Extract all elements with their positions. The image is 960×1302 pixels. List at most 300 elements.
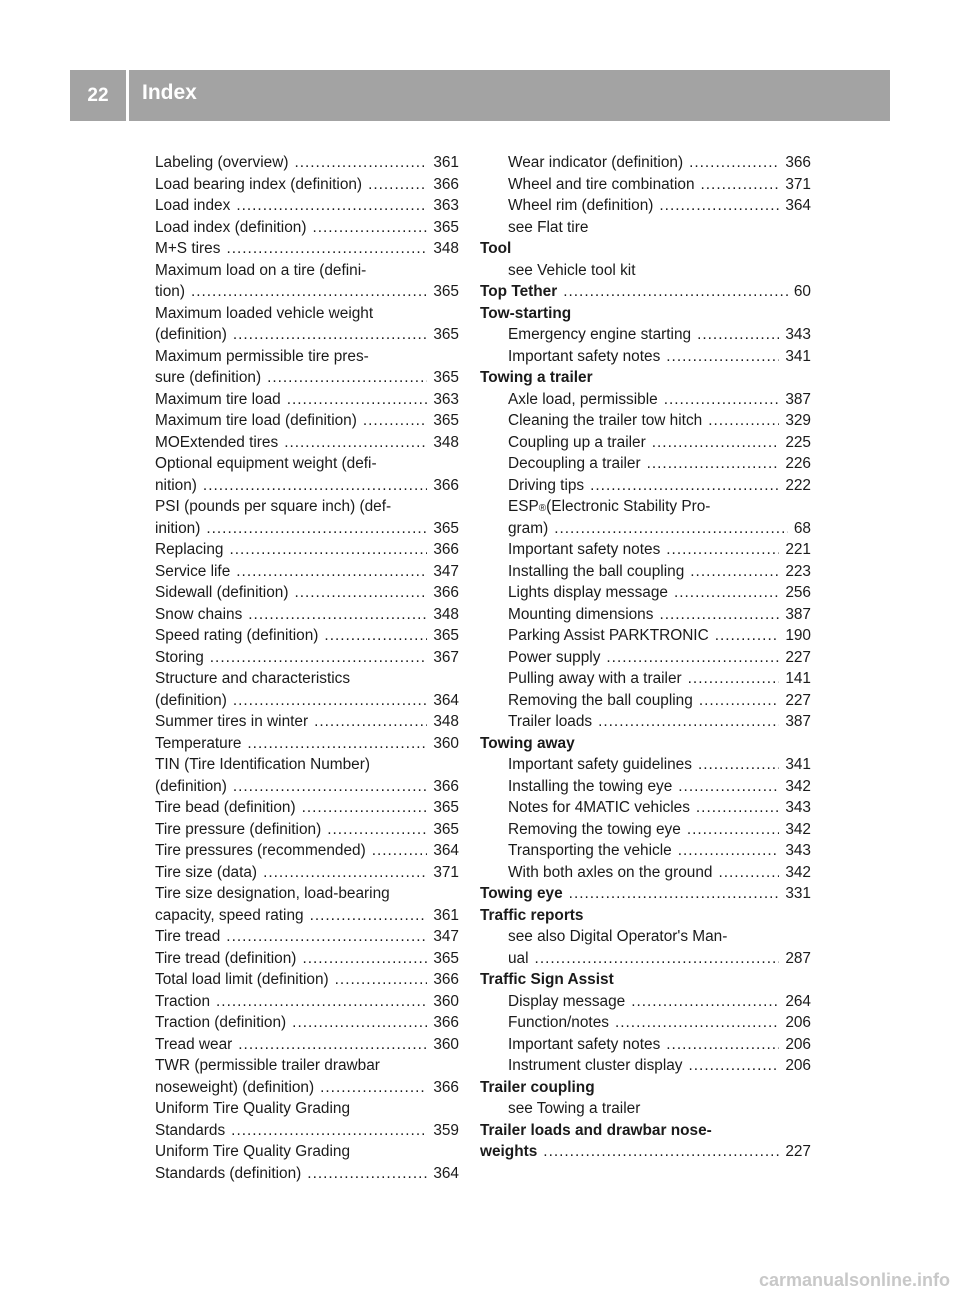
entry-label: Transporting the vehicle xyxy=(508,842,672,859)
entry-label: Labeling (overview) xyxy=(155,154,289,171)
entry-label: Uniform Tire Quality Grading xyxy=(155,1100,351,1117)
entry-label: Sidewall (definition) xyxy=(155,584,289,601)
entry-label: Standards xyxy=(155,1121,226,1139)
index-entry xyxy=(155,733,459,755)
index-entry xyxy=(155,948,459,970)
entry-label: Trailer loads and drawbar nose- xyxy=(480,1121,712,1139)
entry-label: Lights display message xyxy=(508,584,668,601)
entry-label: noseweight) (definition) xyxy=(155,1078,315,1096)
leader-dots xyxy=(312,217,427,239)
entry-label: Traffic Sign Assist xyxy=(480,971,614,988)
entry-label: Power supply xyxy=(508,648,601,666)
page-reference: 365 xyxy=(433,412,459,429)
page-reference: 365 xyxy=(433,820,459,838)
page-reference: 287 xyxy=(785,949,811,967)
page-reference: 371 xyxy=(433,863,459,881)
index-heading xyxy=(480,281,811,303)
leader-dots xyxy=(598,711,779,733)
entry-label: Cleaning the trailer tow hitch xyxy=(508,412,703,429)
leader-dots xyxy=(324,625,427,647)
page-reference: 348 xyxy=(433,240,459,257)
entry-label: Notes for 4MATIC vehicles xyxy=(508,799,690,816)
entry-label: Towing away xyxy=(480,734,575,752)
leader-dots xyxy=(696,797,779,819)
index-column-left xyxy=(155,152,459,1184)
index-entry xyxy=(480,195,811,217)
entry-label: TWR (permissible trailer drawbar xyxy=(155,1057,380,1074)
index-entry xyxy=(155,346,459,368)
leader-dots xyxy=(231,1120,427,1142)
leader-dots xyxy=(678,840,780,862)
page-reference: 365 xyxy=(433,283,459,300)
index-heading xyxy=(480,733,811,755)
leader-dots xyxy=(666,1034,779,1056)
index-entry xyxy=(480,260,811,282)
entry-label: Traction (definition) xyxy=(155,1014,287,1031)
page-reference: 364 xyxy=(433,842,459,859)
page-reference: 225 xyxy=(785,433,811,451)
page-reference: 342 xyxy=(785,863,811,881)
entry-label: Maximum permissible tire pres- xyxy=(155,347,369,365)
entry-label: (definition) xyxy=(155,326,227,343)
entry-label: Traffic reports xyxy=(480,906,584,924)
index-heading xyxy=(480,883,811,905)
entry-label: Installing the towing eye xyxy=(508,777,673,795)
entry-label: nition) xyxy=(155,476,197,494)
page-reference: 341 xyxy=(785,756,811,773)
page-reference: 329 xyxy=(785,412,811,429)
page-reference: 347 xyxy=(433,928,459,945)
page-reference: 223 xyxy=(785,562,811,580)
leader-dots xyxy=(688,668,780,690)
entry-label: sure (definition) xyxy=(155,369,262,386)
page-reference: 366 xyxy=(433,476,459,494)
leader-dots xyxy=(310,905,428,927)
entry-label: Tire bead (definition) xyxy=(155,799,296,816)
index-entry xyxy=(480,1055,811,1077)
index-entry xyxy=(155,453,459,475)
entry-label: Important safety guidelines xyxy=(508,756,692,773)
page-reference: 365 xyxy=(433,627,459,644)
entry-label: Removing the towing eye xyxy=(508,820,681,838)
page-reference: 141 xyxy=(785,670,811,687)
leader-dots xyxy=(287,389,428,411)
entry-label: Coupling up a trailer xyxy=(508,433,646,451)
index-entry xyxy=(480,152,811,174)
leader-dots xyxy=(687,819,779,841)
entry-label: Removing the ball coupling xyxy=(508,691,693,709)
leader-dots xyxy=(216,991,427,1013)
leader-dots xyxy=(715,625,780,647)
page-reference: 348 xyxy=(433,713,459,730)
index-entry xyxy=(480,991,811,1013)
index-entry xyxy=(155,561,459,583)
leader-dots xyxy=(647,453,780,475)
index-heading xyxy=(480,367,811,389)
entry-label: With both axles on the ground xyxy=(508,863,713,881)
entry-label: Tire size (data) xyxy=(155,863,258,881)
leader-dots xyxy=(335,969,428,991)
leader-dots xyxy=(535,948,780,970)
entry-label: Tread wear xyxy=(155,1035,233,1053)
entry-label: Maximum tire load xyxy=(155,390,281,408)
page-reference: 364 xyxy=(433,1164,459,1182)
entry-label: Tire tread (definition) xyxy=(155,949,297,967)
leader-dots xyxy=(247,733,427,755)
leader-dots xyxy=(292,1012,427,1034)
leader-dots xyxy=(699,690,780,712)
index-entry xyxy=(155,432,459,454)
entry-label: Traction xyxy=(155,992,211,1010)
page-reference: 343 xyxy=(785,799,811,816)
leader-dots xyxy=(248,604,427,626)
entry-label: Wheel rim (definition) xyxy=(508,197,654,214)
entry-label: Maximum tire load (definition) xyxy=(155,412,357,429)
leader-dots xyxy=(267,367,427,389)
index-entry xyxy=(480,862,811,884)
page-reference: 222 xyxy=(785,476,811,494)
entry-label: Storing xyxy=(155,648,204,666)
index-entry xyxy=(480,561,811,583)
entry-label: Structure and characteristics xyxy=(155,670,351,687)
entry-label: Parking Assist PARKTRONIC xyxy=(508,627,709,644)
index-entry xyxy=(480,1012,811,1034)
entry-label-continued: (Electronic Stability Pro- xyxy=(546,498,711,515)
page-reference: 365 xyxy=(433,799,459,816)
page-reference: 363 xyxy=(433,390,459,408)
entry-label: Speed rating (definition) xyxy=(155,627,319,644)
entry-label: Instrument cluster display xyxy=(508,1057,683,1074)
entry-label: Temperature xyxy=(155,734,242,752)
index-entry xyxy=(155,969,459,991)
page-reference: 360 xyxy=(433,1035,459,1053)
entry-label: Decoupling a trailer xyxy=(508,455,641,472)
index-entry xyxy=(480,432,811,454)
leader-dots xyxy=(659,195,779,217)
index-entry xyxy=(155,496,459,518)
leader-dots xyxy=(631,991,779,1013)
entry-label: Wheel and tire combination xyxy=(508,175,695,193)
page-reference: 364 xyxy=(433,691,459,709)
page-reference: 68 xyxy=(793,519,811,537)
entry-label: Optional equipment weight (defi- xyxy=(155,455,377,472)
page-reference: 206 xyxy=(785,1035,811,1053)
entry-label: Mounting dimensions xyxy=(508,605,654,623)
page-reference: 206 xyxy=(785,1057,811,1074)
index-heading xyxy=(480,238,811,260)
leader-dots xyxy=(302,948,427,970)
leader-dots xyxy=(615,1012,779,1034)
page-header xyxy=(70,70,890,121)
page-reference: 387 xyxy=(785,390,811,408)
entry-label: Total load limit (definition) xyxy=(155,971,329,988)
page-reference: 365 xyxy=(433,949,459,967)
index-entry xyxy=(155,1141,459,1163)
index-entry xyxy=(480,797,811,819)
entry-label: TIN (Tire Identification Number) xyxy=(155,756,370,773)
entry-label: see also Digital Operator's Man- xyxy=(508,928,728,945)
index-entry xyxy=(155,174,459,196)
leader-dots xyxy=(206,518,427,540)
index-entry xyxy=(480,346,811,368)
entry-label: see Towing a trailer xyxy=(508,1100,641,1117)
index-entry xyxy=(155,647,459,669)
entry-label: ESP xyxy=(508,498,539,515)
leader-dots xyxy=(327,819,427,841)
page-reference: 348 xyxy=(433,605,459,623)
page-reference: 190 xyxy=(785,627,811,644)
index-entry xyxy=(480,217,811,239)
entry-label: Tire size designation, load-bearing xyxy=(155,885,390,902)
index-entry xyxy=(155,518,459,540)
entry-label: Display message xyxy=(508,992,626,1010)
entry-label: M+S tires xyxy=(155,240,221,257)
index-entry: ESP ® (Electronic Stability Pro- xyxy=(480,496,811,518)
page-reference: 365 xyxy=(433,218,459,236)
index-entry xyxy=(155,324,459,346)
entry-label: ual xyxy=(508,949,529,967)
page-reference: 366 xyxy=(433,1078,459,1096)
entry-label: Towing eye xyxy=(480,885,563,902)
entry-label: Load bearing index (definition) xyxy=(155,175,363,193)
entry-label: Load index (definition) xyxy=(155,218,307,236)
page-reference: 227 xyxy=(785,1143,811,1160)
leader-dots xyxy=(697,324,779,346)
entry-label: Uniform Tire Quality Grading xyxy=(155,1143,351,1160)
index-entry xyxy=(155,410,459,432)
leader-dots xyxy=(554,518,788,540)
index-entry xyxy=(480,582,811,604)
index-entry xyxy=(480,754,811,776)
index-entry xyxy=(155,1012,459,1034)
entry-label: capacity, speed rating xyxy=(155,906,304,924)
leader-dots xyxy=(238,1034,427,1056)
entry-label: Tool xyxy=(480,240,512,257)
page-reference: 264 xyxy=(785,992,811,1010)
index-heading xyxy=(480,1120,811,1142)
entry-label: (definition) xyxy=(155,777,227,795)
index-entry xyxy=(480,475,811,497)
index-column-right xyxy=(480,152,811,1163)
index-entry xyxy=(155,1077,459,1099)
index-entry xyxy=(155,797,459,819)
index-entry xyxy=(155,389,459,411)
index-entry xyxy=(155,1055,459,1077)
page-reference: 366 xyxy=(433,584,459,601)
index-entry xyxy=(155,754,459,776)
index-entry xyxy=(155,195,459,217)
page-reference: 359 xyxy=(433,1121,459,1139)
page-number: 22 xyxy=(87,84,109,106)
index-entry xyxy=(155,625,459,647)
header-divider xyxy=(126,70,129,121)
index-entry xyxy=(480,1034,811,1056)
entry-label: Tire pressure (definition) xyxy=(155,820,322,838)
page-reference: 348 xyxy=(433,433,459,451)
index-entry xyxy=(155,367,459,389)
entry-label: Important safety notes xyxy=(508,347,661,365)
page-reference: 365 xyxy=(433,369,459,386)
index-entry xyxy=(155,883,459,905)
page-reference: 60 xyxy=(793,283,811,300)
leader-dots xyxy=(701,174,780,196)
index-heading xyxy=(480,905,811,927)
leader-dots xyxy=(368,174,427,196)
entry-label: Pulling away with a trailer xyxy=(508,670,682,687)
leader-dots xyxy=(363,410,427,432)
leader-dots xyxy=(563,281,788,303)
leader-dots xyxy=(236,195,427,217)
index-entry xyxy=(480,948,811,970)
page-reference: 341 xyxy=(785,347,811,365)
leader-dots xyxy=(191,281,427,303)
index-entry xyxy=(480,819,811,841)
leader-dots xyxy=(226,238,427,260)
leader-dots xyxy=(708,410,779,432)
entry-label: Load index xyxy=(155,197,231,214)
leader-dots xyxy=(263,862,427,884)
index-entry xyxy=(155,668,459,690)
entry-label: Tire tread xyxy=(155,928,221,945)
leader-dots xyxy=(294,152,427,174)
page-reference: 206 xyxy=(785,1014,811,1031)
entry-label: gram) xyxy=(508,519,549,537)
page-reference: 342 xyxy=(785,777,811,795)
entry-label: Trailer coupling xyxy=(480,1078,595,1096)
entry-label: see Flat tire xyxy=(508,218,589,236)
page-reference: 366 xyxy=(785,154,811,171)
page-reference: 221 xyxy=(785,541,811,558)
entry-label: Important safety notes xyxy=(508,541,661,558)
leader-dots xyxy=(233,690,427,712)
leader-dots xyxy=(229,539,427,561)
entry-label: Maximum load on a tire (defini- xyxy=(155,261,367,279)
index-heading xyxy=(480,1077,811,1099)
entry-label: Summer tires in winter xyxy=(155,713,309,730)
section-title: Index xyxy=(142,80,197,104)
entry-label: Tow-starting xyxy=(480,304,572,322)
index-entry xyxy=(480,410,811,432)
entry-label: Standards (definition) xyxy=(155,1164,302,1182)
leader-dots xyxy=(320,1077,427,1099)
index-entry xyxy=(155,1098,459,1120)
index-entry xyxy=(155,862,459,884)
leader-dots xyxy=(236,561,427,583)
index-entry xyxy=(155,926,459,948)
page-reference: 387 xyxy=(785,605,811,623)
leader-dots xyxy=(203,475,427,497)
index-entry xyxy=(155,991,459,1013)
leader-dots xyxy=(689,152,779,174)
entry-label: Trailer loads xyxy=(508,713,593,730)
index-entry xyxy=(480,453,811,475)
entry-label: Towing a trailer xyxy=(480,369,593,386)
page-reference: 226 xyxy=(785,455,811,472)
leader-dots xyxy=(284,432,427,454)
index-entry xyxy=(155,238,459,260)
page-reference: 361 xyxy=(433,906,459,924)
entry-label: Driving tips xyxy=(508,476,585,494)
page-reference: 227 xyxy=(785,648,811,666)
index-entry xyxy=(155,776,459,798)
page-reference: 361 xyxy=(433,154,459,171)
page-reference: 227 xyxy=(785,691,811,709)
index-entry xyxy=(480,625,811,647)
leader-dots xyxy=(666,539,779,561)
page-reference: 365 xyxy=(433,519,459,537)
page-reference: 256 xyxy=(785,584,811,601)
entry-label: see Vehicle tool kit xyxy=(508,261,636,279)
leader-dots xyxy=(307,1163,427,1185)
index-heading xyxy=(480,1141,811,1163)
index-entry xyxy=(155,260,459,282)
index-entry xyxy=(155,819,459,841)
index-entry xyxy=(155,152,459,174)
leader-dots xyxy=(718,862,779,884)
watermark: carmanualsonline.info xyxy=(758,1270,950,1290)
index-entry xyxy=(480,324,811,346)
entry-label: weights xyxy=(480,1143,538,1160)
entry-label: MOExtended tires xyxy=(155,433,279,451)
entry-label: (definition) xyxy=(155,691,227,709)
leader-dots xyxy=(372,840,428,862)
index-heading xyxy=(480,303,811,325)
leader-dots xyxy=(226,926,427,948)
entry-label: inition) xyxy=(155,519,201,537)
page-reference: 347 xyxy=(433,562,459,580)
entry-label: Function/notes xyxy=(508,1014,609,1031)
page-reference: 366 xyxy=(433,971,459,988)
page-reference: 366 xyxy=(433,777,459,795)
leader-dots xyxy=(294,582,427,604)
entry-label: Axle load, permissible xyxy=(508,390,658,408)
index-entry xyxy=(155,1120,459,1142)
index-entry xyxy=(155,840,459,862)
page-reference: 366 xyxy=(433,541,459,558)
entry-label: Replacing xyxy=(155,541,224,558)
entry-label: Important safety notes xyxy=(508,1035,661,1053)
index-entry xyxy=(480,539,811,561)
index-entry xyxy=(480,518,811,540)
page-reference: 360 xyxy=(433,992,459,1010)
leader-dots xyxy=(569,883,780,905)
entry-label: tion) xyxy=(155,283,185,300)
leader-dots xyxy=(543,1141,779,1163)
leader-dots xyxy=(652,432,780,454)
leader-dots xyxy=(664,389,780,411)
index-entry xyxy=(155,217,459,239)
page-reference: 387 xyxy=(785,713,811,730)
page-reference: 367 xyxy=(433,648,459,666)
index-entry xyxy=(155,1163,459,1185)
page-reference: 371 xyxy=(785,175,811,193)
index-entry xyxy=(480,840,811,862)
index-entry xyxy=(155,281,459,303)
entry-label: Emergency engine starting xyxy=(508,326,692,343)
index-entry xyxy=(480,776,811,798)
leader-dots xyxy=(698,754,779,776)
page-reference: 342 xyxy=(785,820,811,838)
index-entry xyxy=(480,1098,811,1120)
page-reference: 360 xyxy=(433,734,459,752)
index-entry xyxy=(480,174,811,196)
index-entry xyxy=(155,711,459,733)
entry-label: Tire pressures (recommended) xyxy=(155,842,366,859)
page-reference: 365 xyxy=(433,326,459,343)
page-reference: 331 xyxy=(785,885,811,902)
page-reference: 364 xyxy=(785,197,811,214)
index-entry xyxy=(155,1034,459,1056)
